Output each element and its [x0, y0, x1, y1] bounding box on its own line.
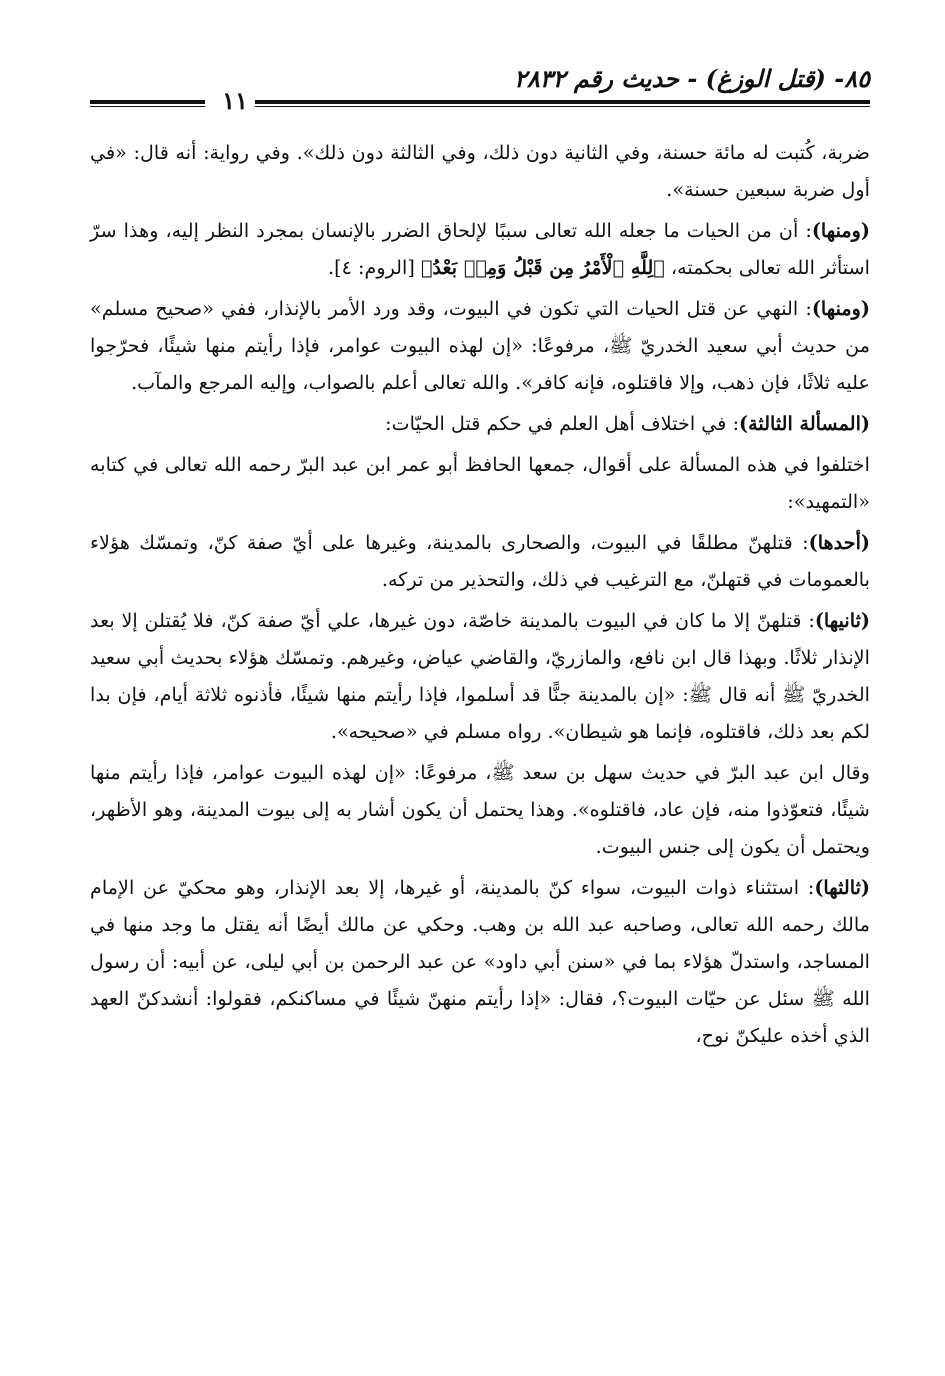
running-title: ٨٥- (قتل الوزغ) - حديث رقم ٢٨٣٢ [513, 64, 870, 93]
paragraph-7 [90, 602, 870, 750]
paragraph-lead: (ومنها) [811, 297, 870, 320]
paragraph-text: : في اختلاف أهل العلم في حكم قتل الحيّات: [385, 412, 740, 435]
paragraph-text: ضربة، كُتبت له مائة حسنة، وفي الثانية دون ذلك، وفي الثالثة دون ذلك». وفي رواية: أنه قال: «في أول ضربة سبعين حسنة». [90, 141, 870, 201]
page-number: ١١ [222, 86, 248, 115]
verse-reference: [الروم: ٤]. [327, 256, 415, 279]
paragraph-8 [90, 754, 870, 865]
page-body [90, 134, 870, 1054]
paragraph-text: : قتلهنّ مطلقًا في البيوت، والصحارى بالمدينة، وغيرها على أيّ صفة كنّ، وتمسّك هؤلاء بالعمومات في قتهلنّ، مع الترغيب في ذلك، والتحذير من تركه. [90, 531, 870, 591]
page-header [90, 62, 870, 122]
paragraph-3 [90, 290, 870, 401]
paragraph-1 [90, 134, 870, 208]
paragraph-lead: (ثانيها) [814, 609, 870, 632]
paragraph-lead: (ثالثها) [814, 876, 870, 899]
paragraph-text: : أن من الحيات ما جعله الله تعالى سببًا لإلحاق الضرر بالإنسان بمجرد النظر إليه، وهذا سرّ استأثر الله تعالى بحكمته، [90, 219, 870, 279]
book-page [90, 62, 870, 1362]
paragraph-text: : استثناء ذوات البيوت، سواء كنّ بالمدينة، أو غيرها، إلا بعد الإنذار، وهو محكيّ عن الإمام مالك رحمه الله تعالى، وصاحبه عبد الله بن وهب. وحكي عن مالك أيضًا أنه يقتل ما وجد منها في المساجد، واستدلّ هؤلاء بما في «سنن أبي داود» عن عبد الرحمن بن أبي ليلى، عن أبيه: أن رسول الله ﷺ سئل عن حيّات البيوت؟، فقال: «إذا رأيتم منهنّ شيئًا في مساكنكم، فقولوا: أنشدكنّ العهد الذي أخذه عليكنّ نوح، [90, 876, 870, 1047]
header-rule-right [255, 100, 870, 107]
paragraph-5 [90, 446, 870, 520]
header-rule-left [90, 100, 205, 107]
paragraph-6 [90, 524, 870, 598]
paragraph-text: اختلفوا في هذه المسألة على أقوال، جمعها الحافظ أبو عمر ابن عبد البرّ رحمه الله تعالى في كتابه «التمهيد»: [90, 453, 870, 513]
paragraph-lead: (ومنها) [811, 219, 870, 242]
paragraph-lead: (أحدها) [808, 531, 870, 554]
section-heading: (المسألة الثالثة) [739, 412, 870, 435]
quran-verse: ﴿لِلَّهِ ٱلْأَمْرُ مِن قَبْلُ وَمِنۢ بَعْدُ﴾ [420, 256, 665, 279]
paragraph-text: وقال ابن عبد البرّ في حديث سهل بن سعد ﷺ، مرفوعًا: «إن لهذه البيوت عوامر، فإذا رأيتم منها شيئًا، فتعوّذوا منه، فإن عاد، فاقتلوه». وهذا يحتمل أن يكون أشار به إلى بيوت المدينة، وهو الأظهر، ويحتمل أن يكون إلى جنس البيوت. [90, 761, 870, 858]
paragraph-4 [90, 405, 870, 442]
paragraph-text: : النهي عن قتل الحيات التي تكون في البيوت، وقد ورد الأمر بالإنذار، ففي «صحيح مسلم» من حديث أبي سعيد الخدريّ ﷺ، مرفوعًا: «إن لهذه البيوت عوامر، فإذا رأيتم منها شيئًا، فحرّجوا عليه ثلاثًا، فإن ذهب، وإلا فاقتلوه، فإنه كافر». والله تعالى أعلم بالصواب، وإليه المرجع والمآب. [90, 297, 870, 394]
paragraph-2 [90, 212, 870, 286]
paragraph-9 [90, 869, 870, 1054]
paragraph-text: : قتلهنّ إلا ما كان في البيوت بالمدينة خاصّة، دون غيرها، علي أيّ صفة كنّ، فلا يُقتلن إلا بعد الإنذار ثلاثًا. وبهذا قال ابن نافع، والمازريّ، والقاضي عياض، وغيرهم. وتمسّك هؤلاء بحديث أبي سعيد الخدريّ ﷺ أنه قال ﷺ: «إن بالمدينة جنًّا قد أسلموا، فإذا رأيتم منها شيئًا، فأذنوه ثلاثة أيام، فإن بدا لكم بعد ذلك، فاقتلوه، فإنما هو شيطان». رواه مسلم في «صحيحه». [90, 609, 870, 743]
